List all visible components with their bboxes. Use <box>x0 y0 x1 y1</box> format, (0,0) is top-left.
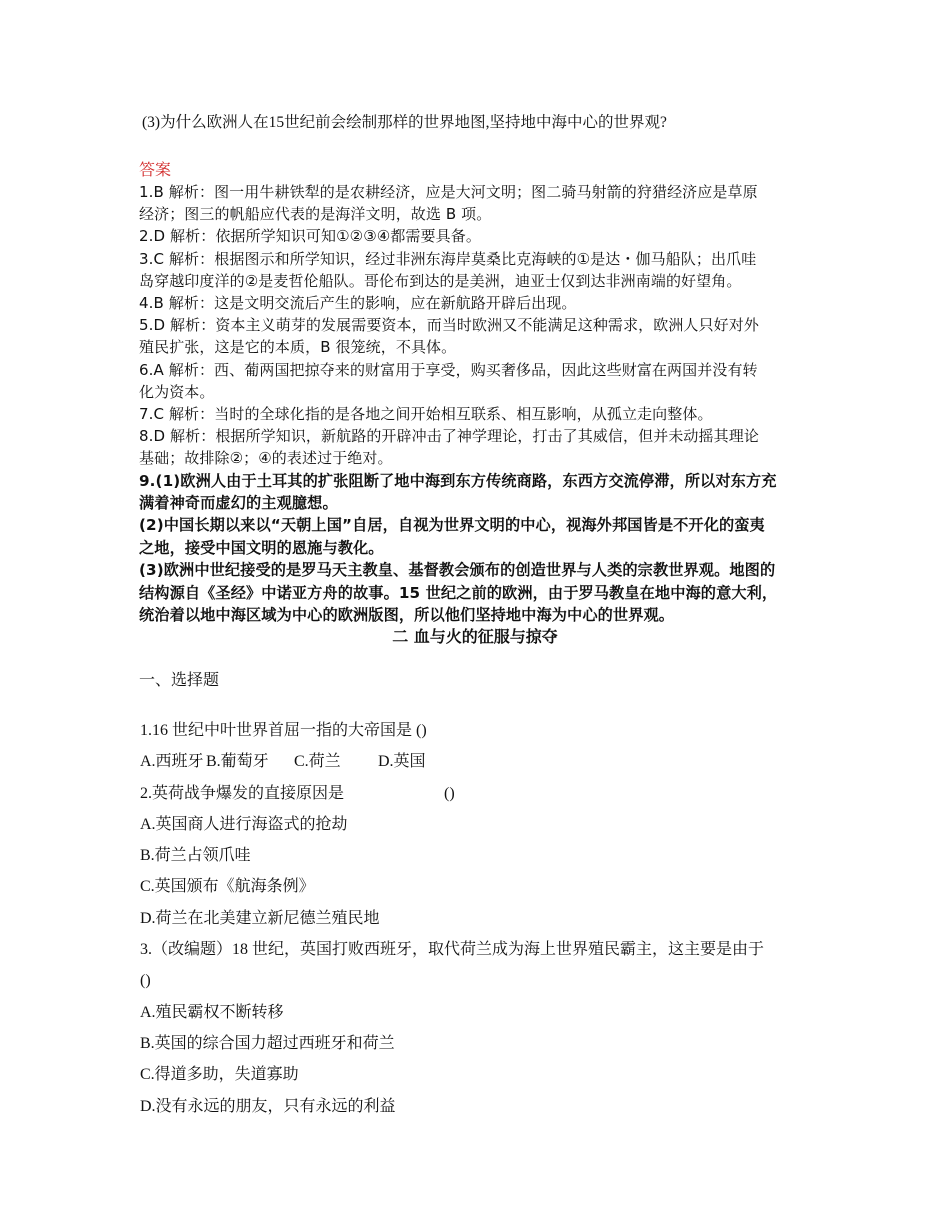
question-3-option: A.殖民霸权不断转移 <box>140 1003 284 1021</box>
option-a: A.西班牙 <box>140 753 204 771</box>
question-3-option: C.得道多助，失道寡助 <box>140 1066 299 1084</box>
question-3-option: D.没有永远的朋友，只有永远的利益 <box>140 1097 396 1115</box>
answer-line: 岛穿越印度洋的②是麦哲伦船队。哥伦布到达的是美洲，迪亚士仅到达非洲南端的好望角。 <box>139 271 742 290</box>
question-3-option: B.英国的综合国力超过西班牙和荷兰 <box>140 1034 395 1052</box>
answer-line: 经济；图三的帆船应代表的是海洋文明，故选 B 项。 <box>139 205 492 224</box>
section-subtitle: 一、选择题 <box>139 672 220 689</box>
answer-q9-line: (2)中国长期以来以“天朝上国”自居，自视为世界文明的中心，视海外邦国皆是不开化的蛮夷 <box>139 516 765 535</box>
answer-paren: () <box>140 972 151 990</box>
previous-question-3: (3)为什么欧洲人在15世纪前会绘制那样的世界地图,坚持地中海中心的世界观? <box>142 114 667 131</box>
question-1-stem: 1.16 世纪中叶世界首屈一指的大帝国是 () <box>140 722 427 739</box>
option-d: D.英国 <box>378 753 426 771</box>
question-1-options <box>140 746 820 777</box>
question-list <box>140 715 820 1122</box>
question-2-option: A.英国商人进行海盗式的抢劫 <box>140 815 348 833</box>
answer-q9-line: 统治着以地中海区域为中心的欧洲版图，所以他们坚持地中海为中心的世界观。 <box>139 606 675 625</box>
answer-line: 化为资本。 <box>139 382 215 401</box>
answer-line: 2.D 解析：依据所学知识可知①②③④都需要具备。 <box>139 227 481 246</box>
answer-line: 4.B 解析：这是文明交流后产生的影响，应在新航路开辟后出现。 <box>139 294 577 313</box>
answer-explanations <box>139 181 819 626</box>
option-b: B.葡萄牙 <box>206 753 269 771</box>
answer-line: 7.C 解析：当时的全球化指的是各地之间开始相互联系、相互影响，从孤立走向整体。 <box>139 405 713 424</box>
question-2-option: C.英国颁布《航海条例》 <box>140 878 315 896</box>
answer-line: 1.B 解析：图一用牛耕铁犁的是农耕经济，应是大河文明；图二骑马射箭的狩猎经济应是草原 <box>139 183 758 201</box>
answer-line: 8.D 解析：根据所学知识，新航路的开辟冲击了神学理论，打击了其威信，但并未动摇其理论 <box>139 427 759 446</box>
answer-q9-line: 9.(1)欧洲人由于土耳其的扩张阻断了地中海到东方传统商路，东西方交流停滞，所以对东方充 <box>139 471 777 490</box>
answer-heading: 答案 <box>139 160 172 179</box>
question-2-text: 2.英荷战争爆发的直接原因是 <box>140 784 345 802</box>
section-title: 二 血与火的征服与掠夺 <box>392 627 558 646</box>
answer-q9-line: 满着神奇而虚幻的主观臆想。 <box>139 494 338 513</box>
question-2-option: B.荷兰占领爪哇 <box>140 847 251 865</box>
answer-paren: () <box>444 784 455 802</box>
question-2-stem <box>140 778 820 809</box>
answer-line: 殖民扩张，这是它的本质，B 很笼统，不具体。 <box>139 338 457 357</box>
question-3-stem: 3.（改编题）18 世纪，英国打败西班牙，取代荷兰成为海上世界殖民霸主，这主要是由于 <box>140 941 765 959</box>
answer-q9-line: 之地，接受中国文明的恩施与教化。 <box>139 538 384 557</box>
option-c: C.荷兰 <box>294 753 341 771</box>
answer-line: 6.A 解析：西、葡两国把掠夺来的财富用于享受，购买奢侈品，因此这些财富在两国并没有转 <box>139 360 758 379</box>
answer-line: 3.C 解析：根据图示和所学知识，经过非洲东海岸莫桑比克海峡的①是达・伽马船队；出爪哇 <box>139 249 757 268</box>
answer-q9-line: (3)欧洲中世纪接受的是罗马天主教皇、基督教会颁布的创造世界与人类的宗教世界观。地图的 <box>139 561 776 580</box>
answer-line: 5.D 解析：资本主义萌芽的发展需要资本，而当时欧洲又不能满足这种需求，欧洲人只好对外 <box>139 316 759 335</box>
answer-q9-line: 结构源自《圣经》中诺亚方舟的故事。15 世纪之前的欧洲，由于罗马教皇在地中海的意大利， <box>139 583 778 602</box>
answer-line: 基础；故排除②；④的表述过于绝对。 <box>139 449 393 468</box>
question-2-option: D.荷兰在北美建立新尼德兰殖民地 <box>140 909 380 927</box>
